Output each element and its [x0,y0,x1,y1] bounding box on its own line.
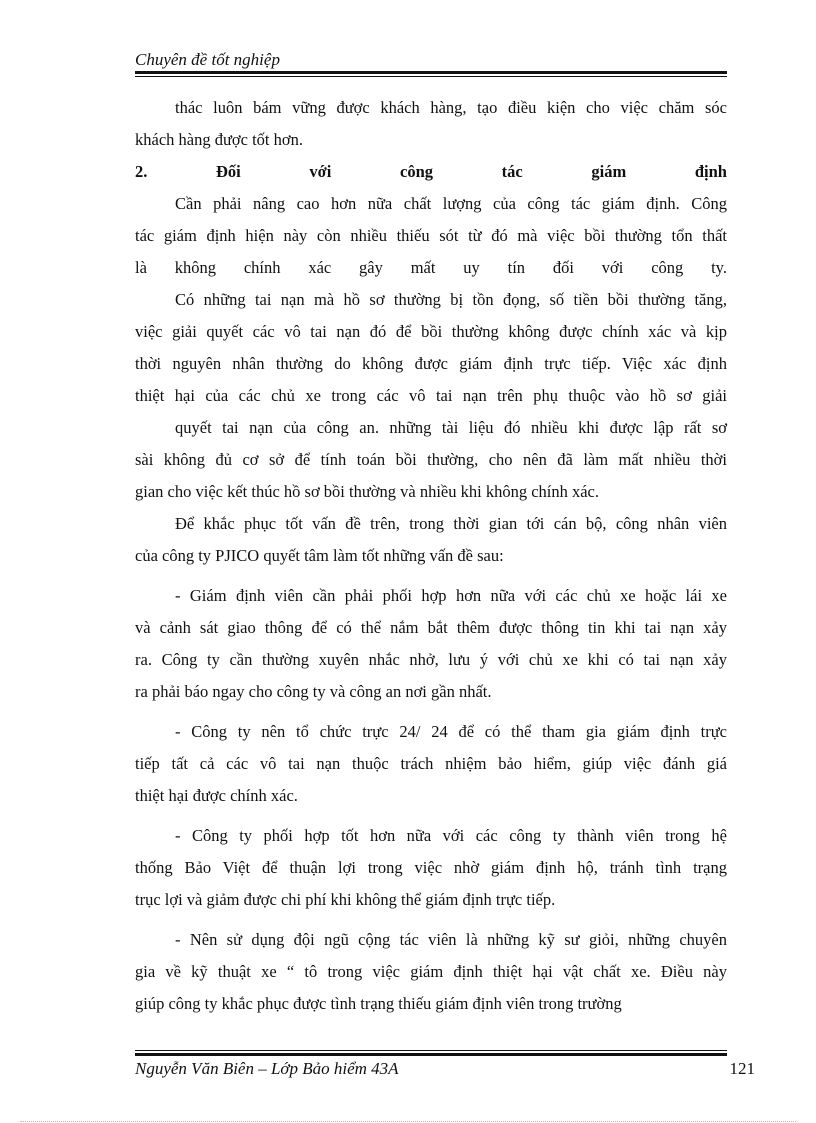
header-rule-thin [135,76,727,77]
text-line: khách hàng được tốt hơn. [135,130,303,149]
text-line: quyết tai nạn của công an. những tài liệu đó nhiều khi được lập rất sơ [175,418,727,437]
text-line: thời nguyên nhân thường do không được giám định trực tiếp. Việc xác định [135,354,727,373]
paragraph-gap [135,708,727,716]
page-edge-divider [20,1121,796,1122]
bullet-line: - Giám định viên cần phải phối hợp hơn nữa với các chủ xe hoặc lái xe [175,586,727,605]
footer-rule-thin [135,1050,727,1051]
heading-word: với [309,162,332,181]
bullet-line: trục lợi và giảm được chi phí khi không thể giám định trực tiếp. [135,890,556,909]
header-rule-thick [135,71,727,74]
bullet-line: ra phải báo ngay cho công ty và công an nơi gần nhất. [135,682,492,701]
page-footer [135,1050,755,1079]
text-line: thiệt hại của các chủ xe trong các vô tai nạn trên phụ thuộc vào hồ sơ giải [135,386,727,405]
heading-number: 2. [135,162,148,181]
paragraph-gap [135,812,727,820]
heading-word: tác [501,162,523,181]
text-line: sài không đủ cơ sở để tính toán bồi thường, cho nên đã làm mất nhiều thời [135,450,727,469]
bullet-line: tiếp tất cả các vô tai nạn thuộc trách nhiệm bảo hiểm, giúp việc đánh giá [135,754,727,773]
bullet-line: và cảnh sát giao thông để có thể nắm bắt thêm được thông tin khi tai nạn xảy [135,618,727,637]
bullet-line: - Công ty phối hợp tốt hơn nữa với các công ty thành viên trong hệ [175,826,727,845]
section-heading [135,156,727,188]
footer-rule-thick [135,1053,727,1056]
bullet-line: ra. Công ty cần thường xuyên nhắc nhở, lưu ý với chủ xe khi có tai nạn xảy [135,650,727,669]
page-header [135,50,727,77]
heading-word: giám [591,162,627,181]
bullet-line: - Công ty nên tổ chức trực 24/ 24 để có thể tham gia giám định trực [175,722,727,741]
paragraph-gap [135,572,727,580]
bullet-line: - Nên sử dụng đội ngũ cộng tác viên là những kỹ sư giỏi, những chuyên [175,930,727,949]
heading-word: công [400,162,434,181]
bullet-line: giúp công ty khắc phục được tình trạng thiếu giám định viên trong trường [135,994,622,1013]
page-number: 121 [729,1059,755,1078]
text-line: Cần phải nâng cao hơn nữa chất lượng của công tác giám định. Công [175,194,727,213]
text-line: là không chính xác gây mất uy tín đối với công ty. [135,258,727,277]
text-line: việc giải quyết các vô tai nạn đó để bồi thường không được chính xác và kịp [135,322,727,341]
text-line: thác luôn bám vững được khách hàng, tạo điều kiện cho việc chăm sóc [175,98,727,117]
bullet-line: thiệt hại được chính xác. [135,786,298,805]
text-line: Để khắc phục tốt vấn đề trên, trong thời gian tới cán bộ, công nhân viên [175,514,727,533]
text-line: gian cho việc kết thúc hồ sơ bồi thường và nhiều khi không chính xác. [135,482,600,501]
text-line: của công ty PJICO quyết tâm làm tốt những vấn đề sau: [135,546,504,565]
header-title: Chuyên đề tốt nghiệp [135,50,280,69]
heading-word: Đối [216,162,241,181]
footer-author: Nguyễn Văn Biên – Lớp Bảo hiểm 43A [135,1059,399,1078]
paragraph-gap [135,916,727,924]
bullet-line: thống Bảo Việt để thuận lợi trong việc nhờ giám định hộ, tránh tình trạng [135,858,727,877]
document-body [135,92,727,1020]
heading-word: định [694,162,727,181]
bullet-line: gia về kỹ thuật xe “ tô trong việc giám định thiệt hại vật chất xe. Điều này [135,962,727,981]
text-line: Có những tai nạn mà hồ sơ thường bị tồn đọng, số tiền bồi thường tăng, [175,290,727,309]
footer-row [135,1059,755,1079]
text-line: tác giám định hiện này còn nhiều thiếu sót từ đó mà việc bồi thường tổn thất [135,226,727,245]
